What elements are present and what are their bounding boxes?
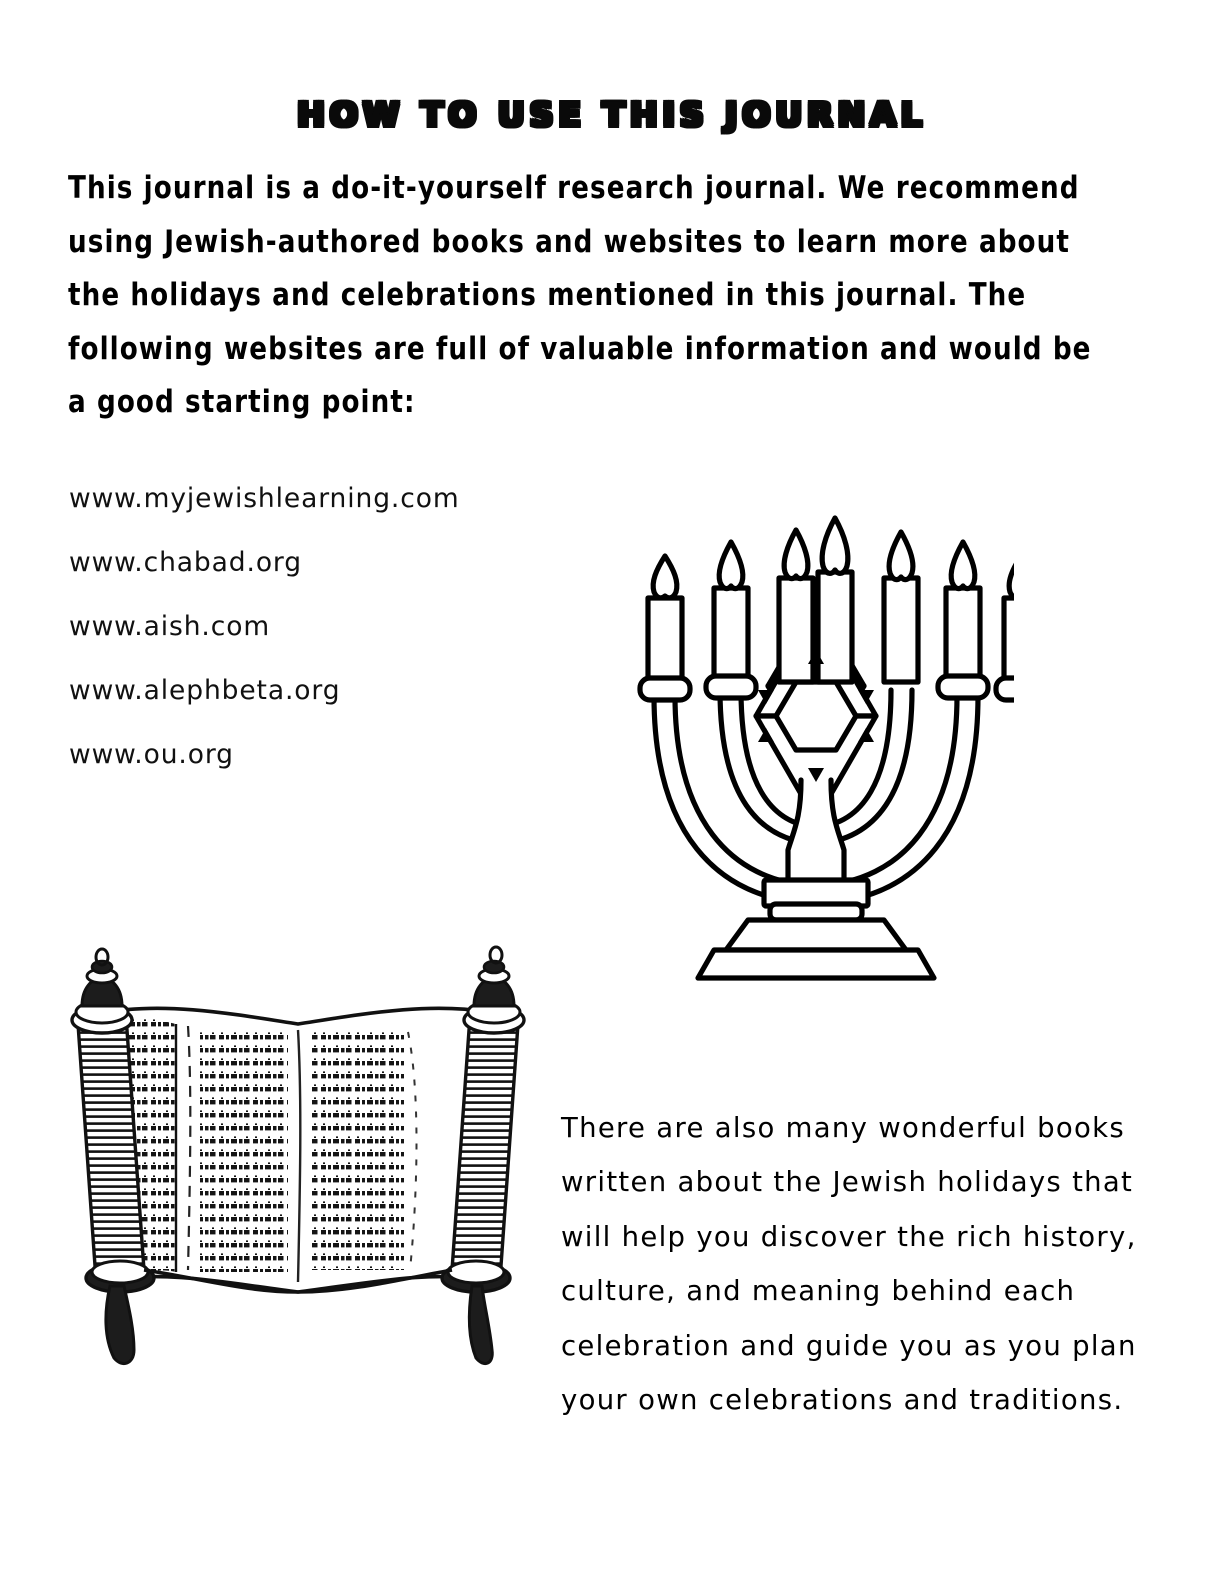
list-item[interactable]: www.alephbeta.org (69, 675, 341, 706)
torah-scroll-illustration (48, 940, 548, 1370)
page-title: HOW TO USE THIS JOURNAL (297, 95, 927, 135)
torah-scroll-icon (48, 940, 548, 1370)
list-item[interactable]: www.aish.com (69, 611, 271, 642)
closing-paragraph: There are also many wonderful books written about the Jewish holidays that will help you discover the rich history, culture, and meaning behind each celebration and guide you as you plan your own celebrations and traditions. (561, 1111, 1137, 1416)
menorah-illustration (618, 500, 1014, 982)
intro-paragraph: This journal is a do-it-yourself research journal. We recommend using Jewish-authored books and websites to learn more about the holidays and celebrations mentioned in this journal. The following websites are full of valuable information and would be a good starting point: (68, 170, 1092, 420)
list-item[interactable]: www.ou.org (69, 739, 234, 770)
menorah-icon (618, 500, 1014, 982)
list-item[interactable]: www.myjewishlearning.com (69, 483, 460, 514)
resource-website-list (69, 483, 589, 806)
list-item[interactable]: www.chabad.org (69, 547, 302, 578)
